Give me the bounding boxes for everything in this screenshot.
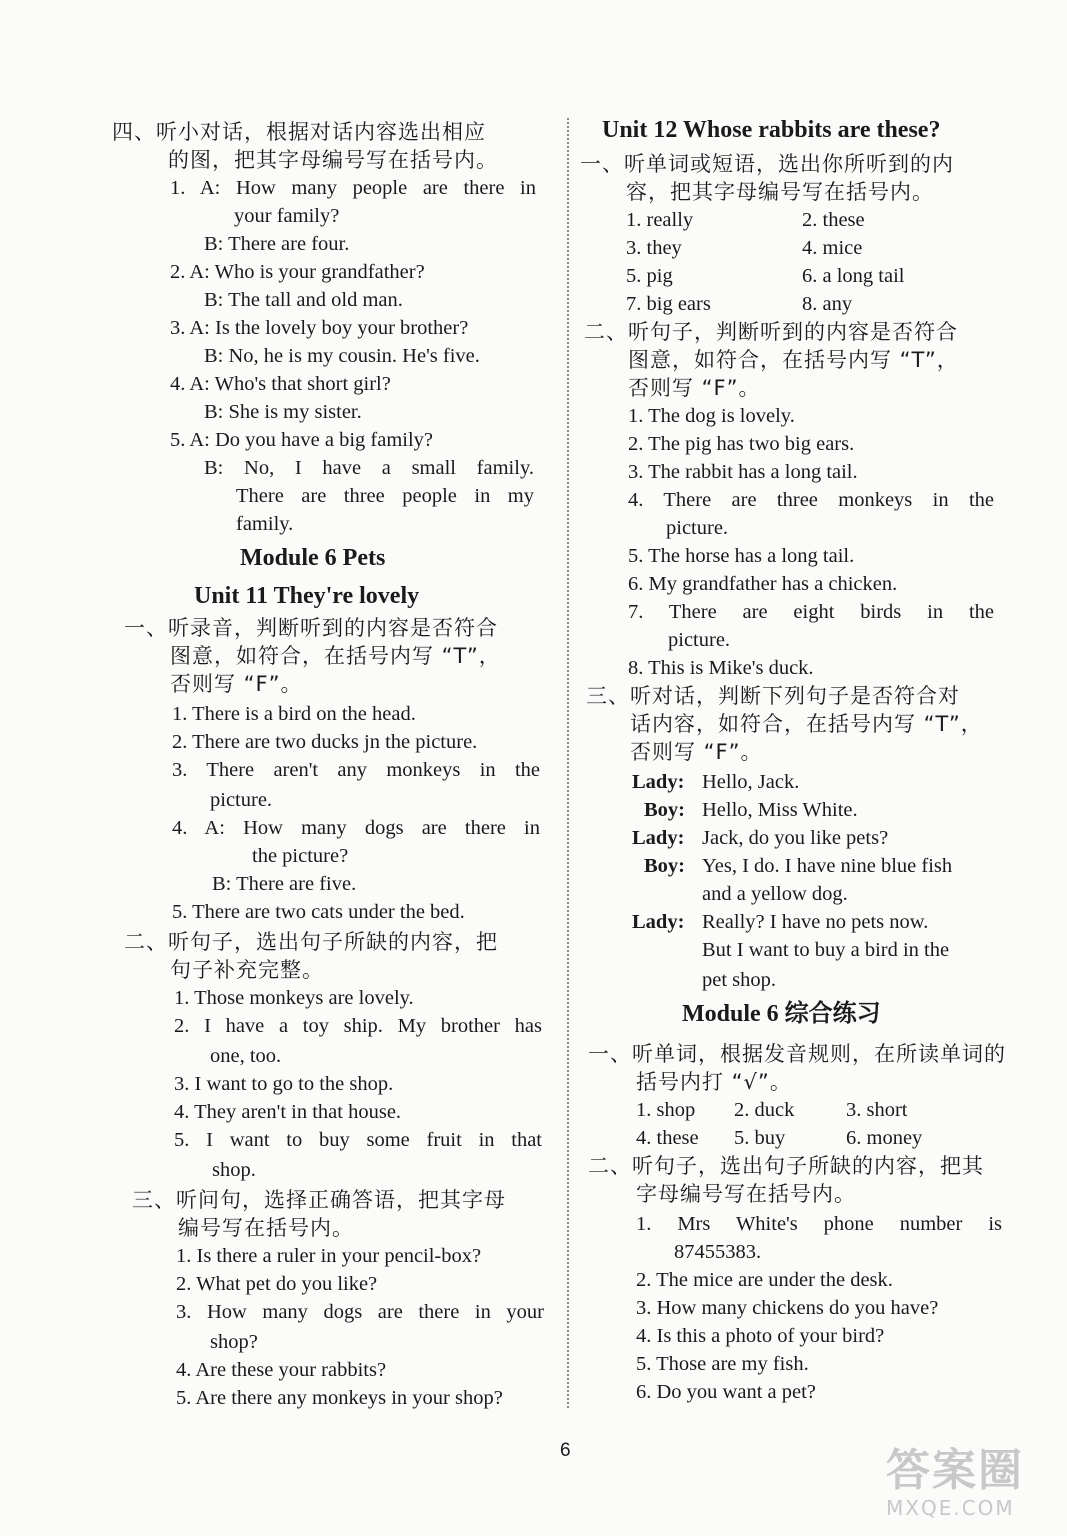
u11-s3-item: shop? <box>210 1331 258 1353</box>
u11-s2-item: 4. They aren't in that house. <box>174 1101 402 1123</box>
s4-title-line2: 的图，把其字母编号写在括号内。 <box>168 148 498 172</box>
u12-s1-word: 6. a long tail <box>802 265 905 287</box>
page-number: 6 <box>560 1440 571 1461</box>
rv-s2-item: 2. The mice are under the desk. <box>636 1269 893 1291</box>
s4-item-4-q: 4. A: Who's that short girl? <box>170 373 391 395</box>
s4-item-3-a: B: No, he is my cousin. He's five. <box>204 345 480 367</box>
u12-s1-title-line2: 容，把其字母编号写在括号内。 <box>626 180 934 204</box>
rv-s1-word: 2. duck <box>734 1099 795 1121</box>
u11-s2-item: 2. I have a toy ship. My brother has <box>174 1015 542 1037</box>
s4-item-1-a: B: There are four. <box>204 233 350 255</box>
rv-s2-title-line1: 二、听句子，选出句子所缺的内容，把其 <box>588 1154 984 1178</box>
u11-s1-item: 4. A: How many dogs are there in <box>172 817 540 839</box>
u11-s3-title-line2: 编号写在括号内。 <box>178 1216 354 1240</box>
rv-s2-item: 87455383. <box>674 1241 762 1263</box>
dialog-line: Hello, Miss White. <box>702 799 858 821</box>
s4-title-line1: 四、听小对话，根据对话内容选出相应 <box>112 120 486 144</box>
rv-s2-item: 5. Those are my fish. <box>636 1353 809 1375</box>
rv-s2-item: 1. Mrs White's phone number is <box>636 1213 1002 1235</box>
dialog-line: But I want to buy a bird in the <box>702 939 950 961</box>
dialog-line: Jack, do you like pets? <box>702 827 889 849</box>
dialog-speaker: Lady: <box>632 911 685 933</box>
rv-s2-title-line2: 字母编号写在括号内。 <box>636 1182 856 1206</box>
u11-s2-item: 1. Those monkeys are lovely. <box>174 987 414 1009</box>
s4-item-5-q: 5. A: Do you have a big family? <box>170 429 434 451</box>
u11-s2-item: one, too. <box>210 1045 282 1067</box>
rv-s1-word: 5. buy <box>734 1127 786 1149</box>
u11-s1-item: the picture? <box>252 845 349 867</box>
u11-s3-item: 4. Are these your rabbits? <box>176 1359 387 1381</box>
u12-s2-item: 4. There are three monkeys in the <box>628 489 994 511</box>
u12-s2-title-line2: 图意，如符合，在括号内写 “T”， <box>628 348 959 372</box>
dialog-line: Yes, I do. I have nine blue fish <box>702 855 953 877</box>
u12-s1-word: 7. big ears <box>626 293 711 315</box>
u12-s2-item: picture. <box>668 629 731 651</box>
u12-s2-item: 1. The dog is lovely. <box>628 405 795 427</box>
unit12-title: Unit 12 Whose rabbits are these? <box>602 117 941 143</box>
s4-item-3-q: 3. A: Is the lovely boy your brother? <box>170 317 469 339</box>
u12-s1-word: 4. mice <box>802 237 863 259</box>
u11-s2-item: 3. I want to go to the shop. <box>174 1073 394 1095</box>
rv-s2-item: 3. How many chickens do you have? <box>636 1297 939 1319</box>
dialog-line: Really? I have no pets now. <box>702 911 929 933</box>
u11-s1-item: 2. There are two ducks jn the picture. <box>172 731 478 753</box>
rv-s1-title-line1: 一、听单词，根据发音规则，在所读单词的 <box>588 1042 1006 1066</box>
u12-s1-word: 3. they <box>626 237 682 259</box>
u11-s1-title-line2: 图意，如符合，在括号内写 “T”， <box>170 644 501 668</box>
u12-s2-item: picture. <box>666 517 729 539</box>
u12-s1-word: 5. pig <box>626 265 673 287</box>
dialog-line: Hello, Jack. <box>702 771 800 793</box>
dialog-speaker: Boy: <box>644 855 685 877</box>
rv-s1-word: 4. these <box>636 1127 699 1149</box>
u11-s2-title-line2: 句子补充完整。 <box>170 958 324 982</box>
u11-s3-title-line1: 三、听问句，选择正确答语，把其字母 <box>132 1188 506 1212</box>
u11-s3-item: 3. How many dogs are there in your <box>176 1301 544 1323</box>
watermark <box>886 1446 1056 1530</box>
s4-item-1-q: 1. A: How many people are there in <box>170 177 536 199</box>
u12-s1-title-line1: 一、听单词或短语，选出你所听到的内 <box>580 152 954 176</box>
s4-item-2-a: B: The tall and old man. <box>204 289 403 311</box>
s4-item-5-a2: There are three people in my <box>236 485 534 507</box>
s4-item-5-a: B: No, I have a small family. <box>204 457 534 479</box>
dialog-speaker: Boy: <box>644 799 685 821</box>
dialog-line: pet shop. <box>702 969 777 991</box>
rv-s1-word: 3. short <box>846 1099 908 1121</box>
s4-item-2-q: 2. A: Who is your grandfather? <box>170 261 425 283</box>
u11-s3-item: 1. Is there a ruler in your pencil-box? <box>176 1245 482 1267</box>
dialog-line: and a yellow dog. <box>702 883 848 905</box>
u12-s3-title-line2: 话内容，如符合，在括号内写 “T”， <box>630 712 983 736</box>
u11-s1-item: 3. There aren't any monkeys in the <box>172 759 540 781</box>
u11-s3-item: 5. Are there any monkeys in your shop? <box>176 1387 503 1409</box>
u11-s1-title-line3: 否则写 “F”。 <box>170 672 303 696</box>
u12-s2-title-line1: 二、听句子，判断听到的内容是否符合 <box>584 320 958 344</box>
u11-s1-item: B: There are five. <box>212 873 357 895</box>
dialog-speaker: Lady: <box>632 771 685 793</box>
rv-s1-word: 6. money <box>846 1127 923 1149</box>
u11-s1-title-line1: 一、听录音，判断听到的内容是否符合 <box>124 616 498 640</box>
u11-s3-item: 2. What pet do you like? <box>176 1273 378 1295</box>
u12-s2-item: 3. The rabbit has a long tail. <box>628 461 858 483</box>
u12-s2-item: 8. This is Mike's duck. <box>628 657 814 679</box>
column-divider <box>567 118 569 1408</box>
rv-s2-item: 4. Is this a photo of your bird? <box>636 1325 885 1347</box>
s4-item-4-a: B: She is my sister. <box>204 401 362 423</box>
u12-s2-item: 5. The horse has a long tail. <box>628 545 855 567</box>
u12-s1-word: 8. any <box>802 293 853 315</box>
u11-s1-item: 5. There are two cats under the bed. <box>172 901 465 923</box>
rv-s1-title-line2: 括号内打 “√”。 <box>636 1070 792 1094</box>
watermark-sub: MXQE.COM <box>886 1496 1015 1520</box>
u12-s3-title-line1: 三、听对话，判断下列句子是否符合对 <box>586 684 960 708</box>
unit11-title: Unit 11 They're lovely <box>194 583 420 609</box>
u12-s2-item: 2. The pig has two big ears. <box>628 433 855 455</box>
dialog-speaker: Lady: <box>632 827 685 849</box>
u12-s1-word: 2. these <box>802 209 865 231</box>
s4-item-5-a3: family. <box>236 513 294 535</box>
rv-s1-word: 1. shop <box>636 1099 696 1121</box>
u11-s1-item: 1. There is a bird on the head. <box>172 703 416 725</box>
u11-s2-item: 5. I want to buy some fruit in that <box>174 1129 542 1151</box>
watermark-main: 答案圈 <box>886 1445 1024 1496</box>
u12-s1-word: 1. really <box>626 209 694 231</box>
s4-item-1-q2: your family? <box>234 205 340 227</box>
u12-s2-title-line3: 否则写 “F”。 <box>628 376 761 400</box>
module-title: Module 6 Pets <box>240 545 386 571</box>
u12-s2-item: 6. My grandfather has a chicken. <box>628 573 898 595</box>
rv-s2-item: 6. Do you want a pet? <box>636 1381 816 1403</box>
u12-s2-item: 7. There are eight birds in the <box>628 601 994 623</box>
u11-s2-title-line1: 二、听句子，选出句子所缺的内容，把 <box>124 930 498 954</box>
u12-s3-title-line3: 否则写 “F”。 <box>630 740 763 764</box>
u11-s2-item: shop. <box>212 1159 256 1181</box>
review-title: Module 6 综合练习 <box>682 1001 881 1027</box>
u11-s1-item: picture. <box>210 789 273 811</box>
